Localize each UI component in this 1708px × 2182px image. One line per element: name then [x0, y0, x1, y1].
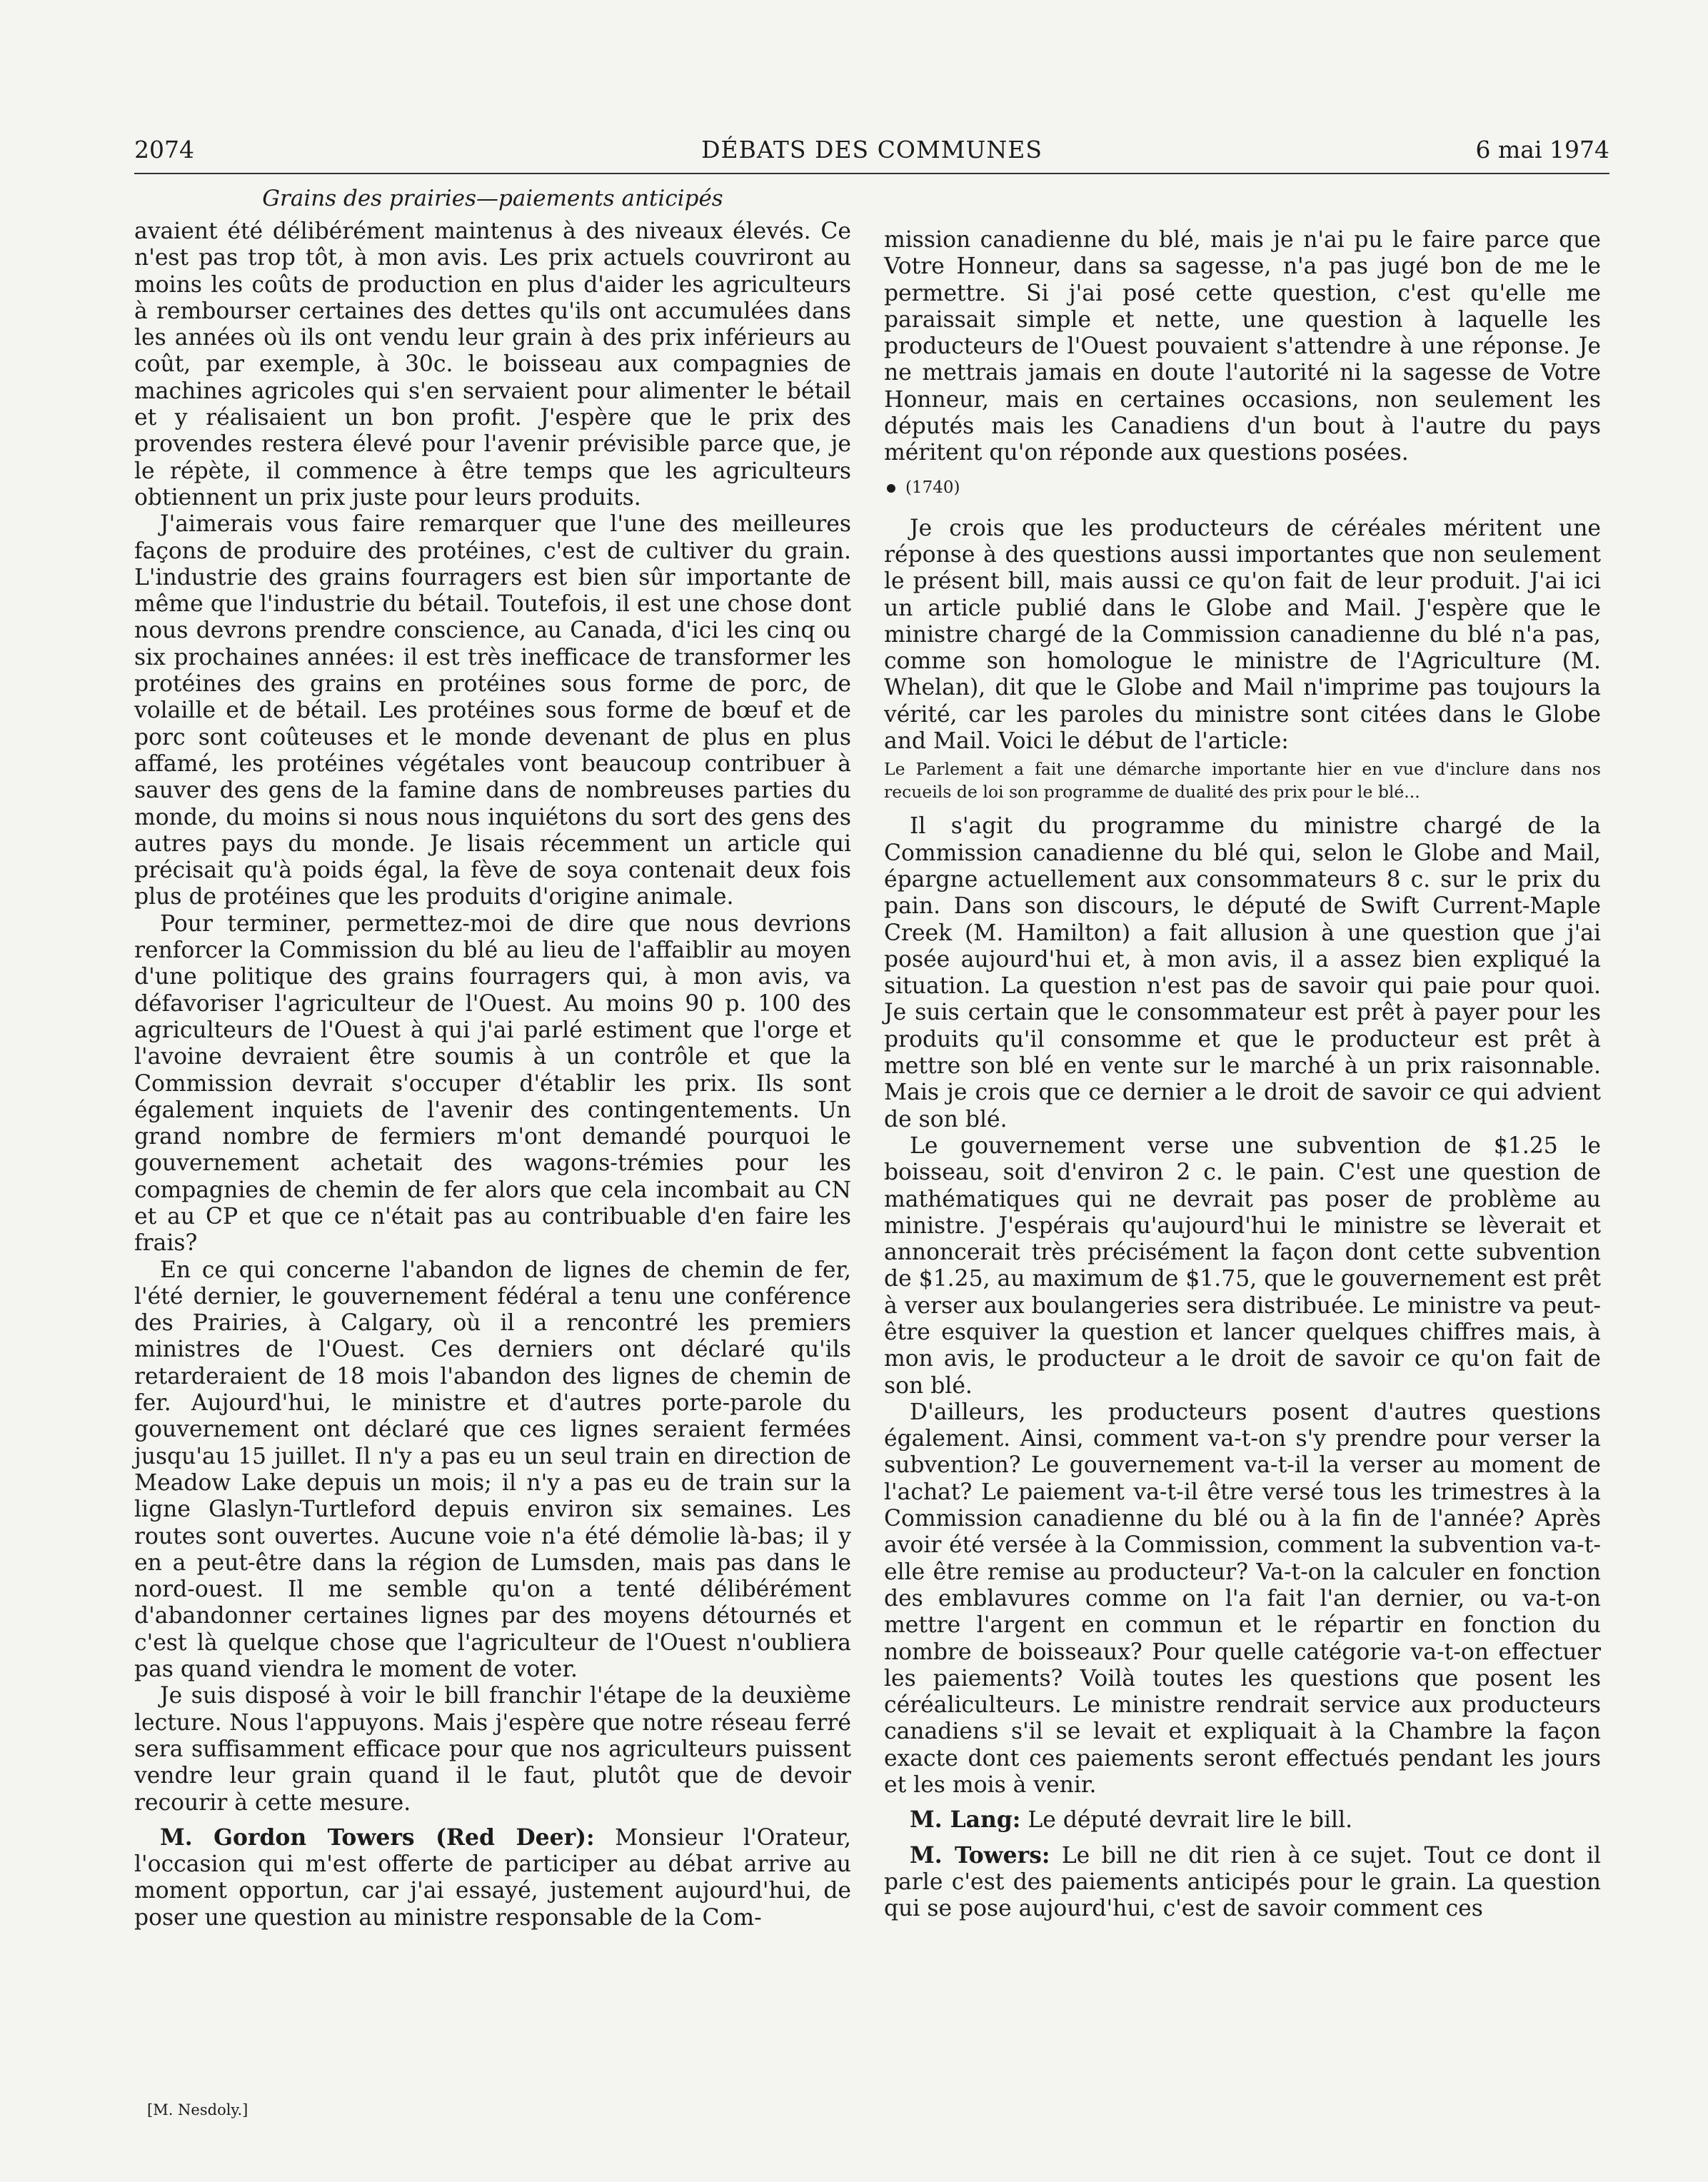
- speech-text: Monsieur l'Orateur, l'occasion qui m'est offerte de participer au débat arrive au moment opportun, car j'ai essayé, justement aujourd'hui, de poser une question au ministre responsable de la Com-: [134, 1824, 851, 1931]
- paragraph: Je suis disposé à voir le bill franchir l'étape de la deuxième lecture. Nous l'appuyons. Mais j'espère que notre réseau ferré sera suffisamment efficace pour que nos agriculteurs puissent vendre leur grain quand il le faut, plutôt que de devoir recourir à cette mesure.: [134, 1683, 851, 1816]
- paragraph: mission canadienne du blé, mais je n'ai pu le faire parce que Votre Honneur, dans sa sagesse, n'a pas jugé bon de me le permettre. Si j'ai posé cette question, c'est qu'elle me paraissait simple et nette, une question à laquelle les producteurs de l'Ouest pouvaient s'attendre à une réponse. Je ne mettrais jamais en doute l'autorité ni la sagesse de Votre Honneur, mais en certaines occasions, non seulement les députés mais les Canadiens d'un bout à l'autre du pays méritent qu'on réponde aux questions posées.: [884, 227, 1601, 466]
- paragraph: avaient été délibérément maintenus à des niveaux élevés. Ce n'est pas trop tôt, à mon avis. Les prix actuels couvriront au moins les coûts de production en plus d'aider les agriculteurs à rembourser certaines des dettes qu'ils ont accumulées dans les années où ils ont vendu leur grain à des prix inférieurs au coût, par exemple, à 30c. le boisseau aux compagnies de machines agricoles qui s'en servaient pour alimenter le bétail et y réalisaient un bon profit. J'espère que le prix des provendes restera élevé pour l'avenir prévisible parce que, je le répète, il commence à être temps que les agriculteurs obtiennent un prix juste pour leurs produits.: [134, 218, 851, 511]
- paragraph: En ce qui concerne l'abandon de lignes de chemin de fer, l'été dernier, le gouvernement fédéral a tenu une conférence des Prairies, à Calgary, où il a rencontré les premiers ministres de l'Ouest. Ces derniers ont déclaré qu'ils retarderaient de 18 mois l'abandon des lignes de chemin de fer. Aujourd'hui, le ministre et d'autres porte-parole du gouvernement ont déclaré que ces lignes seraient fermées jusqu'au 15 juillet. Il n'y a pas eu un seul train en direction de Meadow Lake depuis un mois; il n'y a pas eu de train sur la ligne Glaslyn-Turtleford depuis environ six semaines. Les routes sont ouvertes. Aucune voie n'a été démolie là-bas; il y en a peut-être dans la région de Lumsden, mais pas dans le nord-ouest. Il me semble qu'on a tenté délibérément d'abandonner certaines lignes par des moyens détournés et c'est là quelque chose que l'agriculteur de l'Ouest n'oubliera pas quand viendra le moment de voter.: [134, 1257, 851, 1683]
- time-marker: [884, 477, 1601, 498]
- speech-towers-reply: [884, 1843, 1601, 1923]
- speech-text: Le député devrait lire le bill.: [1028, 1807, 1353, 1834]
- speech-text: Le bill ne dit rien à ce sujet. Tout ce dont il parle c'est des paiements anticipés pour le grain. La question qui se pose aujourd'hui, c'est de savoir comment ces: [884, 1842, 1601, 1922]
- paragraph: Je crois que les producteurs de céréales méritent une réponse à des questions aussi importantes que non seulement le présent bill, mais aussi ce qu'on fait de leur produit. J'ai ici un article publié dans le Globe and Mail. J'espère que le ministre chargé de la Commission canadienne du blé n'a pas, comme son homologue le ministre de l'Agriculture (M. Whelan), dit que le Globe and Mail n'imprime pas toujours la vérité, car les paroles du ministre sont citées dans le Globe and Mail. Voici le début de l'article:: [884, 515, 1601, 755]
- article-quote: Le Parlement a fait une démarche importante hier en vue d'inclure dans nos recueils de loi son programme de dualité des prix pour le blé...: [884, 759, 1601, 803]
- paragraph: Le gouvernement verse une subvention de $1.25 le boisseau, soit d'environ 2 c. le pain. C'est une question de mathématiques qui ne devrait pas poser de problème au ministre. J'espérais qu'aujourd'hui le ministre se lèverait et annoncerait très précisément la façon dont cette subvention de $1.25, au maximum de $1.75, que le gouvernement est prêt à verser aux boulangeries sera distribuée. Le ministre va peut-être esquiver la question et lancer quelques chiffres mais, à mon avis, le producteur a le droit de savoir ce qu'on fait de son blé.: [884, 1132, 1601, 1399]
- paragraph: J'aimerais vous faire remarquer que l'une des meilleures façons de produire des protéines, c'est de cultiver du grain. L'industrie des grains fourragers est bien sûr importante de même que l'industrie du bétail. Toutefois, il est une chose dont nous devrons prendre conscience, au Canada, d'ici les cinq ou six prochaines années: il est très inefficace de transformer les protéines des grains en protéines sous forme de porc, de volaille et de bétail. Les protéines sous forme de bœuf et de porc sont coûteuses et le monde devenant de plus en plus affamé, les protéines végétales vont beaucoup contribuer à sauver des gens de la famine dans de nombreuses parties du monde, du moins si nous nous inquiétons du sort des gens des autres pays du monde. Je lisais récemment un article qui précisait qu'à poids égal, la fève de soya contenait deux fois plus de protéines que les produits d'origine animale.: [134, 511, 851, 910]
- speech-lang: [884, 1807, 1601, 1834]
- speaker-name: M. Gordon Towers (Red Deer):: [160, 1824, 595, 1851]
- speech-towers: [134, 1825, 851, 1931]
- left-column: [134, 218, 851, 1931]
- publication-date: 6 mai 1974: [1475, 136, 1609, 164]
- paragraph: Pour terminer, permettez-moi de dire que nous devrions renforcer la Commission du blé au lieu de l'affaiblir au moyen d'une politique des grains fourragers qui, à mon avis, va défavoriser l'agriculteur de l'Ouest. Au moins 90 p. 100 des agriculteurs de l'Ouest à qui j'ai parlé estiment que l'orge et l'avoine devraient être soumis à un contrôle et que la Commission devrait s'occuper d'établir les prix. Ils sont également inquiets de l'avenir des contingentements. Un grand nombre de fermiers m'ont demandé pourquoi le gouvernement achetait des wagons-trémies pour les compagnies de chemin de fer alors que cela incombait au CN et au CP et que ce n'était pas au contribuable d'en faire les frais?: [134, 910, 851, 1257]
- paragraph: Il s'agit du programme du ministre chargé de la Commission canadienne du blé qui, selon le Globe and Mail, épargne actuellement aux consommateurs 8 c. sur le prix du pain. Dans son discours, le député de Swift Current-Maple Creek (M. Hamilton) a fait allusion à une question que j'ai posée aujourd'hui et, à mon avis, il a assez bien expliqué la situation. La question n'est pas de savoir qui paie pour quoi. Je suis certain que le consommateur est prêt à payer pour les produits qu'il consomme et que le producteur est prêt à mettre son blé en vente sur le marché à un prix raisonnable. Mais je crois que ce dernier a le droit de savoir ce qui advient de son blé.: [884, 813, 1601, 1132]
- paragraph: D'ailleurs, les producteurs posent d'autres questions également. Ainsi, comment va-t-on s'y prendre pour verser la subvention? Le gouvernement va-t-il la verser au moment de l'achat? Le paiement va-t-il être versé tous les trimestres à la Commission canadienne du blé ou à la fin de l'année? Après avoir été versée à la Commission, comment la subvention va-t-elle être remise au producteur? Va-t-on la calculer en fonction des emblavures comme on l'a fait l'an dernier, ou va-t-on mettre l'argent en commun et le répartir en fonction du nombre de boisseaux? Pour quelle catégorie va-t-on effectuer les paiements? Voilà toutes les questions que posent les céréaliculteurs. Le ministre rendrait service aux producteurs canadiens s'il se levait et expliquait à la Chambre la façon exacte dont ces paiements seront effectués pendant les jours et les mois à venir.: [884, 1399, 1601, 1799]
- page-number: 2074: [134, 136, 194, 164]
- speaker-name: M. Lang:: [910, 1807, 1021, 1834]
- time-marker-text: (1740): [905, 478, 960, 497]
- right-column: [884, 227, 1601, 1923]
- bullet-icon: [887, 484, 895, 493]
- speaker-name: M. Towers:: [910, 1842, 1050, 1869]
- speaker-reference: [M. Nesdoly.]: [147, 2101, 248, 2118]
- page-header: [134, 133, 1609, 174]
- publication-title: DÉBATS DES COMMUNES: [701, 136, 1043, 164]
- section-subject: Grains des prairies—paiements anticipés: [262, 186, 723, 211]
